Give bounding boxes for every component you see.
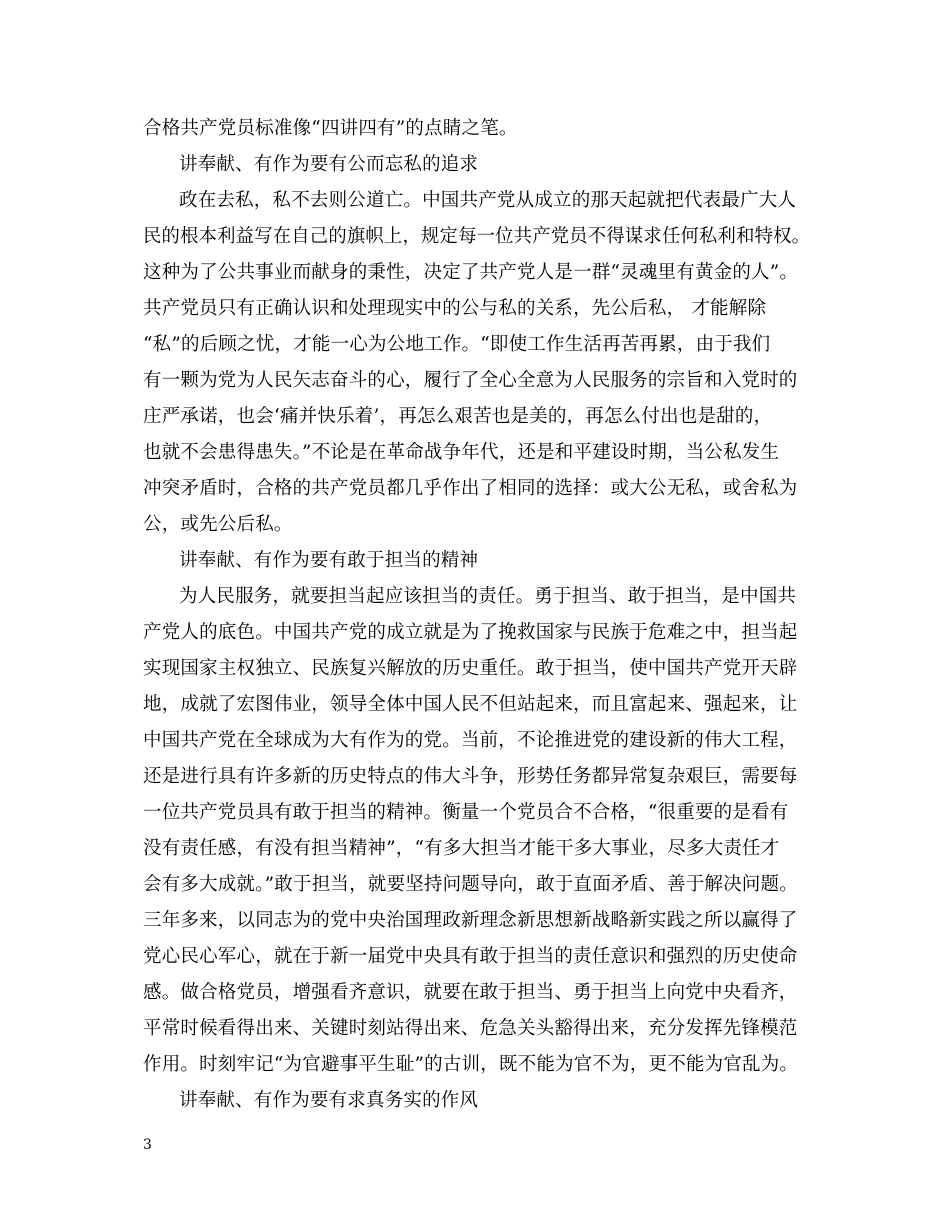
- text-line: 为人民服务，就要担当起应该担当的责任。勇于担当、敢于担当，是中国共: [179, 586, 797, 607]
- text-line: 没有责任感，有没有担当精神”，“有多大担当才能干多大事业，尽多大责任才: [143, 838, 780, 859]
- text-line: 民的根本利益写在自己的旗帜上，规定每一位共产党员不得谋求任何私利和特权。: [143, 226, 811, 247]
- text-line: 平常时候看得出来、关键时刻站得出来、危急关头豁得出来，充分发挥先锋模范: [143, 1018, 798, 1039]
- text-line: 也就不会患得患失。”不论是在革命战争年代，还是和平建设时期，当公私发生: [143, 442, 780, 463]
- section-heading: 讲奉献、有作为要有敢于担当的精神: [179, 550, 479, 571]
- text-line: 中国共产党在全球成为大有作为的党。当前，不论推进党的建设新的伟大工程，: [143, 730, 798, 751]
- text-line: 冲突矛盾时，合格的共产党员都几乎作出了相同的选择：或大公无私，或舍私为: [143, 478, 798, 499]
- text-line: 庄严承诺，也会‘痛并快乐着’，再怎么艰苦也是美的，再怎么付出也是甜的，: [143, 406, 773, 427]
- text-line: 感。做合格党员，增强看齐意识，就要在敢于担当、勇于担当上向党中央看齐，: [143, 982, 798, 1003]
- text-line: 共产党员只有正确认识和处理现实中的公与私的关系，先公后私， 才能解除: [143, 298, 767, 319]
- text-line: 会有多大成就。”敢于担当，就要坚持问题导向，敢于直面矛盾、善于解决问题。: [143, 874, 798, 895]
- text-line: 党心民心军心，就在于新一届党中央具有敢于担当的责任意识和强烈的历史使命: [143, 946, 798, 967]
- text-line: 有一颗为党为人民矢志奋斗的心，履行了全心全意为人民服务的宗旨和入党时的: [143, 370, 798, 391]
- text-line: “私”的后顾之忧，才能一心为公地工作。“即使工作生活再苦再累，由于我们: [143, 334, 771, 355]
- text-line: 三年多来，以同志为的党中央治国理政新理念新思想新战略新实践之所以赢得了: [143, 910, 798, 931]
- page-number: 3: [143, 1137, 152, 1153]
- text-line: 合格共产党员标准像“四讲四有”的点睛之笔。: [143, 118, 518, 139]
- text-line: 政在去私，私不去则公道亡。中国共产党从成立的那天起就把代表最广大人: [179, 190, 797, 211]
- section-heading: 讲奉献、有作为要有求真务实的作风: [179, 1090, 479, 1111]
- text-line: 产党人的底色。中国共产党的成立就是为了挽救国家与民族于危难之中，担当起: [143, 622, 798, 643]
- text-line: 作用。时刻牢记“为官避事平生耻”的古训，既不能为官不为，更不能为官乱为。: [143, 1054, 799, 1075]
- section-heading: 讲奉献、有作为要有公而忘私的追求: [179, 154, 479, 175]
- text-line: 实现国家主权独立、民族复兴解放的历史重任。敢于担当，使中国共产党开天辟: [143, 658, 798, 679]
- text-line: 这种为了公共事业而献身的秉性，决定了共产党人是一群“灵魂里有黄金的人”。: [143, 262, 799, 283]
- text-line: 一位共产党员具有敢于担当的精神。衡量一个党员合不合格，“很重要的是看有: [143, 802, 789, 823]
- text-line: 地，成就了宏图伟业，领导全体中国人民不但站起来，而且富起来、强起来，让: [143, 694, 798, 715]
- text-line: 公，或先公后私。: [143, 514, 293, 535]
- text-line: 还是进行具有许多新的历史特点的伟大斗争，形势任务都异常复杂艰巨，需要每: [143, 766, 798, 787]
